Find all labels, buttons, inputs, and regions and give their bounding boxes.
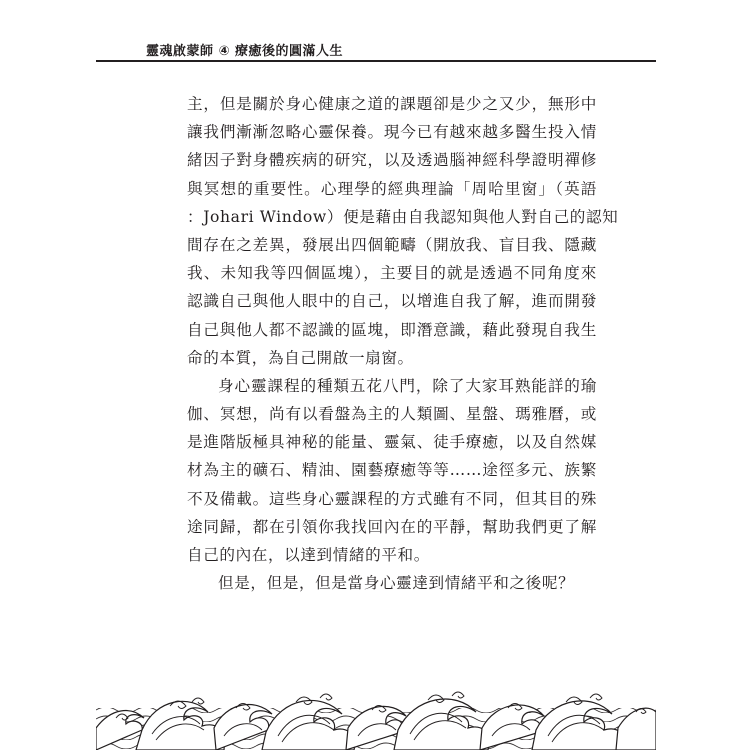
running-header-title: 靈魂啟蒙師 ④ 療癒後的圓滿人生: [146, 44, 344, 59]
text-line: 材為主的礦石、精油、園藝療癒等等……途徑多元、族繁: [187, 461, 597, 480]
wave-ornament: [96, 668, 656, 750]
text-line: ：Johari Window）便是藉由自我認知與他人對自己的認知: [187, 207, 619, 226]
text-line: 自己的內在，以達到情緒的平和。: [187, 546, 430, 564]
text-line: 命的本質，為自己開啟一扇窗。: [187, 348, 414, 367]
paragraph-2: [187, 372, 597, 569]
text-line: 與冥想的重要性。心理學的經典理論「周哈里窗」（英語: [187, 179, 597, 198]
text-line: 讓我們漸漸忽略心靈保養。現今已有越來越多醫生投入情: [187, 123, 597, 142]
text-line: 主，但是關於身心健康之道的課題卻是少之又少，無形中: [187, 95, 597, 113]
text-line: 自己與他人都不認識的區塊，即潛意識，藉此發現自我生: [187, 320, 597, 339]
paragraph-3: [187, 569, 597, 597]
text-line: 但是，但是，但是當身心靈達到情緒平和之後呢？: [218, 574, 575, 593]
text-line: 伽、冥想，尚有以看盤為主的人類圖、星盤、瑪雅曆，或: [187, 405, 597, 424]
text-line: 認識自己與他人眼中的自己，以增進自我了解，進而開發: [187, 292, 597, 311]
text-line: 是進階版極具神秘的能量、靈氣、徒手療癒，以及自然媒: [187, 433, 597, 452]
text-line: 我、未知我等四個區塊），主要目的就是透過不同角度來: [187, 264, 597, 283]
text-line: 間存在之差異，發展出四個範疇（開放我、盲目我、隱藏: [187, 235, 597, 254]
text-line: 途同歸，都在引領你我找回內在的平靜，幫助我們更了解: [187, 517, 597, 536]
text-line: 身心靈課程的種類五花八門，除了大家耳熟能詳的瑜: [218, 376, 597, 395]
text-line: 不及備載。這些身心靈課程的方式雖有不同，但其目的殊: [187, 489, 597, 508]
text-line: 緒因子對身體疾病的研究，以及透過腦神經科學證明禪修: [187, 151, 597, 170]
paragraph-1: [187, 90, 619, 372]
body-text: [187, 90, 619, 597]
header-rule: [96, 60, 656, 62]
